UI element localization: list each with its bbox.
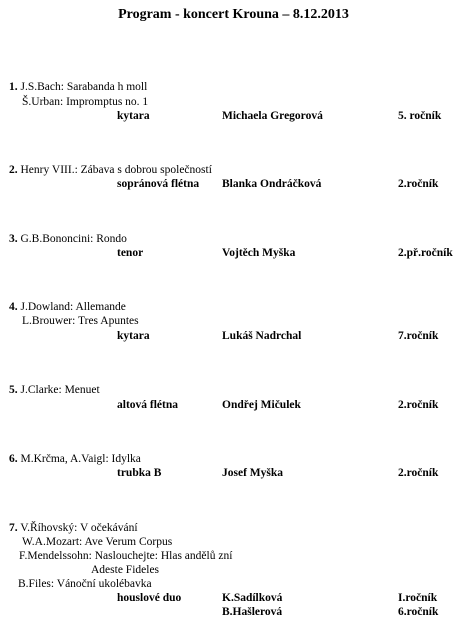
piece-title: L.Brouwer: Tres Apuntes <box>22 315 139 327</box>
piece-title: Adeste Fideles <box>91 564 160 576</box>
performer: K.Sadílková <box>222 592 283 604</box>
piece-title: V.Říhovský: V očekávání <box>20 522 138 534</box>
piece-title: Henry VIII.: Zábava s dobrou společností <box>20 164 212 176</box>
program-item-2-line-1 <box>9 163 212 177</box>
item-number: 3. <box>9 233 18 245</box>
grade: 2.ročník <box>398 467 439 479</box>
program-item-7-line-1 <box>9 521 138 535</box>
item-number: 6. <box>9 453 18 465</box>
grade: 5. ročník <box>398 110 442 122</box>
item-number: 2. <box>9 164 18 176</box>
piece-title: W.A.Mozart: Ave Verum Corpus <box>22 536 173 548</box>
grade: 7.ročník <box>398 330 439 342</box>
instrument: kytara <box>117 330 150 342</box>
performer: Lukáš Nadrchal <box>222 330 302 342</box>
instrument: altová flétna <box>117 399 179 411</box>
program-item-6-line-1 <box>9 452 141 466</box>
piece-title: J.Clarke: Menuet <box>20 384 100 396</box>
program-item-4-line-1 <box>9 300 126 314</box>
grade: 2.př.ročník <box>398 247 453 259</box>
item-number: 1. <box>9 81 18 93</box>
instrument: houslové duo <box>117 592 182 604</box>
instrument: tenor <box>117 247 144 259</box>
piece-title: M.Krčma, A.Vaigl: Idylka <box>20 453 141 465</box>
performer: Michaela Gregorová <box>222 110 323 122</box>
grade: 6.ročník <box>398 606 439 618</box>
program-item-3-line-1 <box>9 232 127 246</box>
performer: B.Hašlerová <box>222 606 283 618</box>
instrument: trubka B <box>117 467 162 479</box>
grade: 2.ročník <box>398 178 439 190</box>
performer: Vojtěch Myška <box>222 247 296 259</box>
grade: 2.ročník <box>398 399 439 411</box>
piece-title: G.B.Bononcini: Rondo <box>20 233 127 245</box>
performer: Josef Myška <box>222 467 284 479</box>
grade: I.ročník <box>398 592 438 604</box>
instrument: sopránová flétna <box>117 178 200 190</box>
program-item-1-line-1 <box>9 80 147 94</box>
piece-title: J.S.Bach: Sarabanda h moll <box>20 81 148 93</box>
piece-title: J.Dowland: Allemande <box>20 301 126 313</box>
performer: Ondřej Mičulek <box>222 399 301 411</box>
piece-title: B.Files: Vánoční ukolébavka <box>18 578 152 590</box>
item-number: 4. <box>9 301 18 313</box>
item-number: 5. <box>9 384 18 396</box>
page-title: Program - koncert Krouna – 8.12.2013 <box>118 7 349 22</box>
piece-title: F.Mendelssohn: Naslouchejte: Hlas andělů zní <box>19 550 233 562</box>
piece-title: Š.Urban: Impromptus no. 1 <box>22 96 149 108</box>
item-number: 7. <box>9 522 18 534</box>
instrument: kytara <box>117 110 150 122</box>
performer: Blanka Ondráčková <box>222 178 322 190</box>
program-item-5-line-1 <box>9 383 100 397</box>
